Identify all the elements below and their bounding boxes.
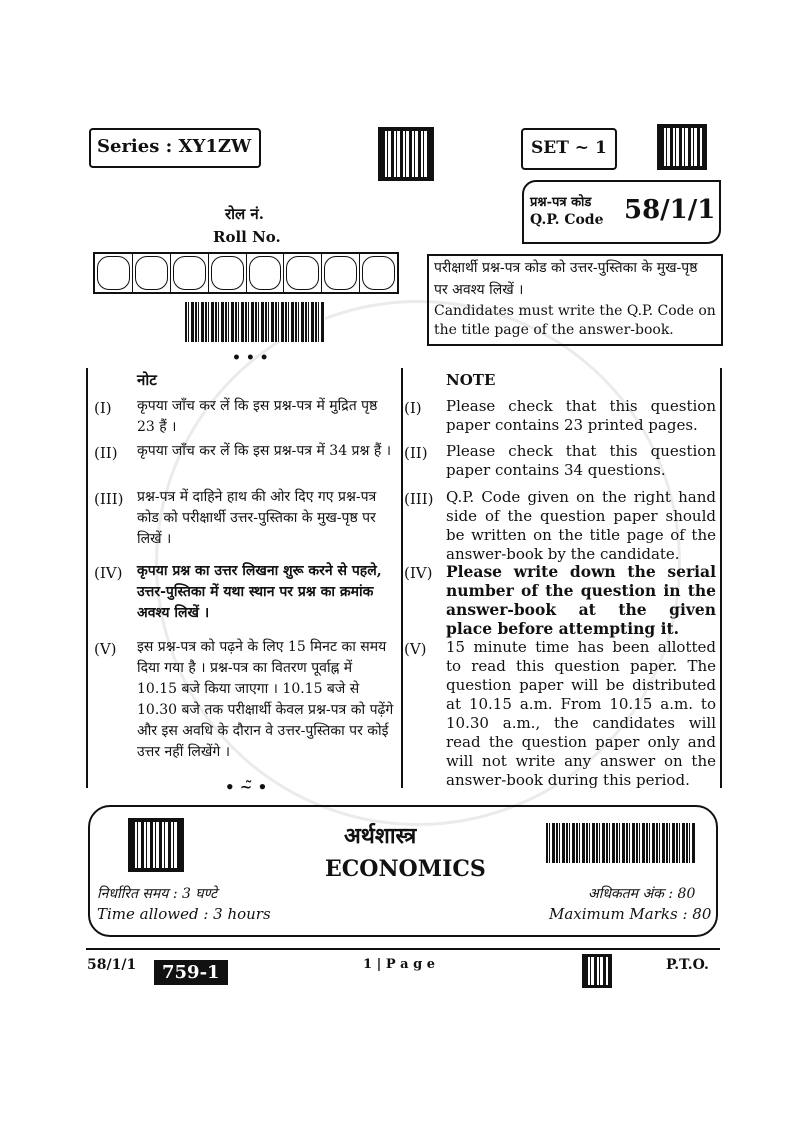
max-marks-hi: अधिकतम अंक : 80 bbox=[588, 886, 696, 902]
qp-code-label-en: Q.P. Code bbox=[530, 212, 604, 228]
note-text-en: Please check that this question paper contains 34 questions. bbox=[446, 442, 716, 479]
notes-title-en: NOTE bbox=[446, 371, 496, 389]
barcode-roll bbox=[185, 302, 325, 342]
note-number-en: (II) bbox=[404, 444, 428, 462]
notes-middle-rule bbox=[401, 368, 403, 788]
qr-code-top bbox=[378, 127, 434, 181]
qr-code-set bbox=[657, 124, 707, 170]
page-number: 1 | P a g e bbox=[363, 957, 435, 972]
footer-rule bbox=[86, 948, 720, 950]
note-number-hi: (III) bbox=[94, 490, 124, 508]
footer-code: 58/1/1 bbox=[87, 957, 137, 973]
roll-number-box[interactable] bbox=[133, 254, 171, 292]
note-number-en: (III) bbox=[404, 490, 434, 508]
roll-number-box[interactable] bbox=[247, 254, 285, 292]
note-text-en: Q.P. Code given on the right hand side of the question paper should be written on the title page of the answer-book by the candidate. bbox=[446, 488, 716, 563]
note-text-hi: कृपया जाँच कर लें कि इस प्रश्न-पत्र में मुद्रित पृष्ठ 23 हैं । bbox=[137, 398, 378, 435]
notice-hi: परीक्षार्थी प्रश्न-पत्र कोड को उत्तर-पुस्तिका के मुख-पृष्ठ पर अवश्य लिखें । bbox=[434, 260, 698, 298]
note-number-hi: (I) bbox=[94, 399, 112, 417]
note-text-en: 15 minute time has been allotted to read this question paper. The question paper will be distributed at 10.15 a.m. From 10.15 a.m. to 10.30 a.m., the candidates will read the question paper only and will not write any answer on the answer-book during this period. bbox=[446, 638, 716, 789]
dots-bottom: • ~̃ • bbox=[225, 778, 268, 796]
qp-code-label-hi: प्रश्न-पत्र कोड bbox=[530, 195, 592, 210]
roll-number-box[interactable] bbox=[209, 254, 247, 292]
qp-code-value: 58/1/1 bbox=[624, 195, 716, 225]
notice-en: Candidates must write the Q.P. Code on the title page of the answer-book. bbox=[434, 303, 716, 338]
note-text-hi: इस प्रश्न-पत्र को पढ़ने के लिए 15 मिनट का समय दिया गया है । प्रश्न-पत्र का वितरण पूर्वाह्न में 10.15 बजे किया जाएगा । 10.15 बजे से 10.30 बजे तक परीक्षार्थी केवल प्रश्न-पत्र को पढ़ेंगे और इस अवधि के दौरान वे उत्तर-पुस्तिका पर कोई उत्तर नहीं लिखेंगे । bbox=[137, 639, 394, 760]
note-number-en: (V) bbox=[404, 640, 427, 658]
qr-code-footer bbox=[582, 954, 612, 988]
note-text-hi: कृपया प्रश्न का उत्तर लिखना शुरू करने से पहले, उत्तर-पुस्तिका में यथा स्थान पर प्रश्न का क्रमांक अवश्य लिखें । bbox=[137, 563, 382, 621]
note-text-hi: कृपया जाँच कर लें कि इस प्रश्न-पत्र में 34 प्रश्न हैं । bbox=[137, 443, 392, 459]
note-number-hi: (II) bbox=[94, 444, 118, 462]
roll-number-box[interactable] bbox=[360, 254, 397, 292]
note-text-hi: प्रश्न-पत्र में दाहिने हाथ की ओर दिए गए प्रश्न-पत्र कोड को परीक्षार्थी उत्तर-पुस्तिका के मुख-पृष्ठ पर लिखें । bbox=[137, 489, 377, 547]
roll-number-box[interactable] bbox=[95, 254, 133, 292]
set-label: SET ~ 1 bbox=[531, 138, 607, 158]
note-number-hi: (V) bbox=[94, 640, 117, 658]
subject-title-en: ECONOMICS bbox=[325, 856, 486, 882]
roll-number-box[interactable] bbox=[284, 254, 322, 292]
notes-left-rule bbox=[86, 368, 88, 788]
max-marks-en: Maximum Marks : 80 bbox=[549, 905, 712, 923]
notes-right-rule bbox=[720, 368, 722, 788]
series-label: Series : XY1ZW bbox=[97, 136, 252, 157]
roll-label-hi: रोल नं. bbox=[225, 205, 264, 223]
notes-title-hi: नोट bbox=[137, 371, 157, 389]
note-text-en: Please check that this question paper contains 23 printed pages. bbox=[446, 397, 716, 434]
roll-number-box[interactable] bbox=[171, 254, 209, 292]
barcode-subject bbox=[546, 823, 696, 863]
qr-code-subject bbox=[128, 818, 184, 872]
note-number-hi: (IV) bbox=[94, 564, 123, 582]
roll-label-en: Roll No. bbox=[213, 228, 281, 246]
roll-number-box[interactable] bbox=[322, 254, 360, 292]
note-text-en: Please write down the serial number of the question in the answer-book at the given place before attempting it. bbox=[446, 562, 716, 638]
subject-title-hi: अर्थशास्त्र bbox=[344, 823, 417, 849]
dots-top: • • • bbox=[232, 350, 269, 366]
footer-badge: 759-1 bbox=[154, 960, 228, 985]
roll-number-boxes bbox=[93, 252, 399, 294]
note-number-en: (I) bbox=[404, 399, 422, 417]
pto-label: P.T.O. bbox=[666, 957, 709, 973]
note-number-en: (IV) bbox=[404, 564, 433, 582]
time-allowed-hi: निर्धारित समय : 3 घण्टे bbox=[97, 886, 218, 902]
time-allowed-en: Time allowed : 3 hours bbox=[97, 905, 271, 923]
